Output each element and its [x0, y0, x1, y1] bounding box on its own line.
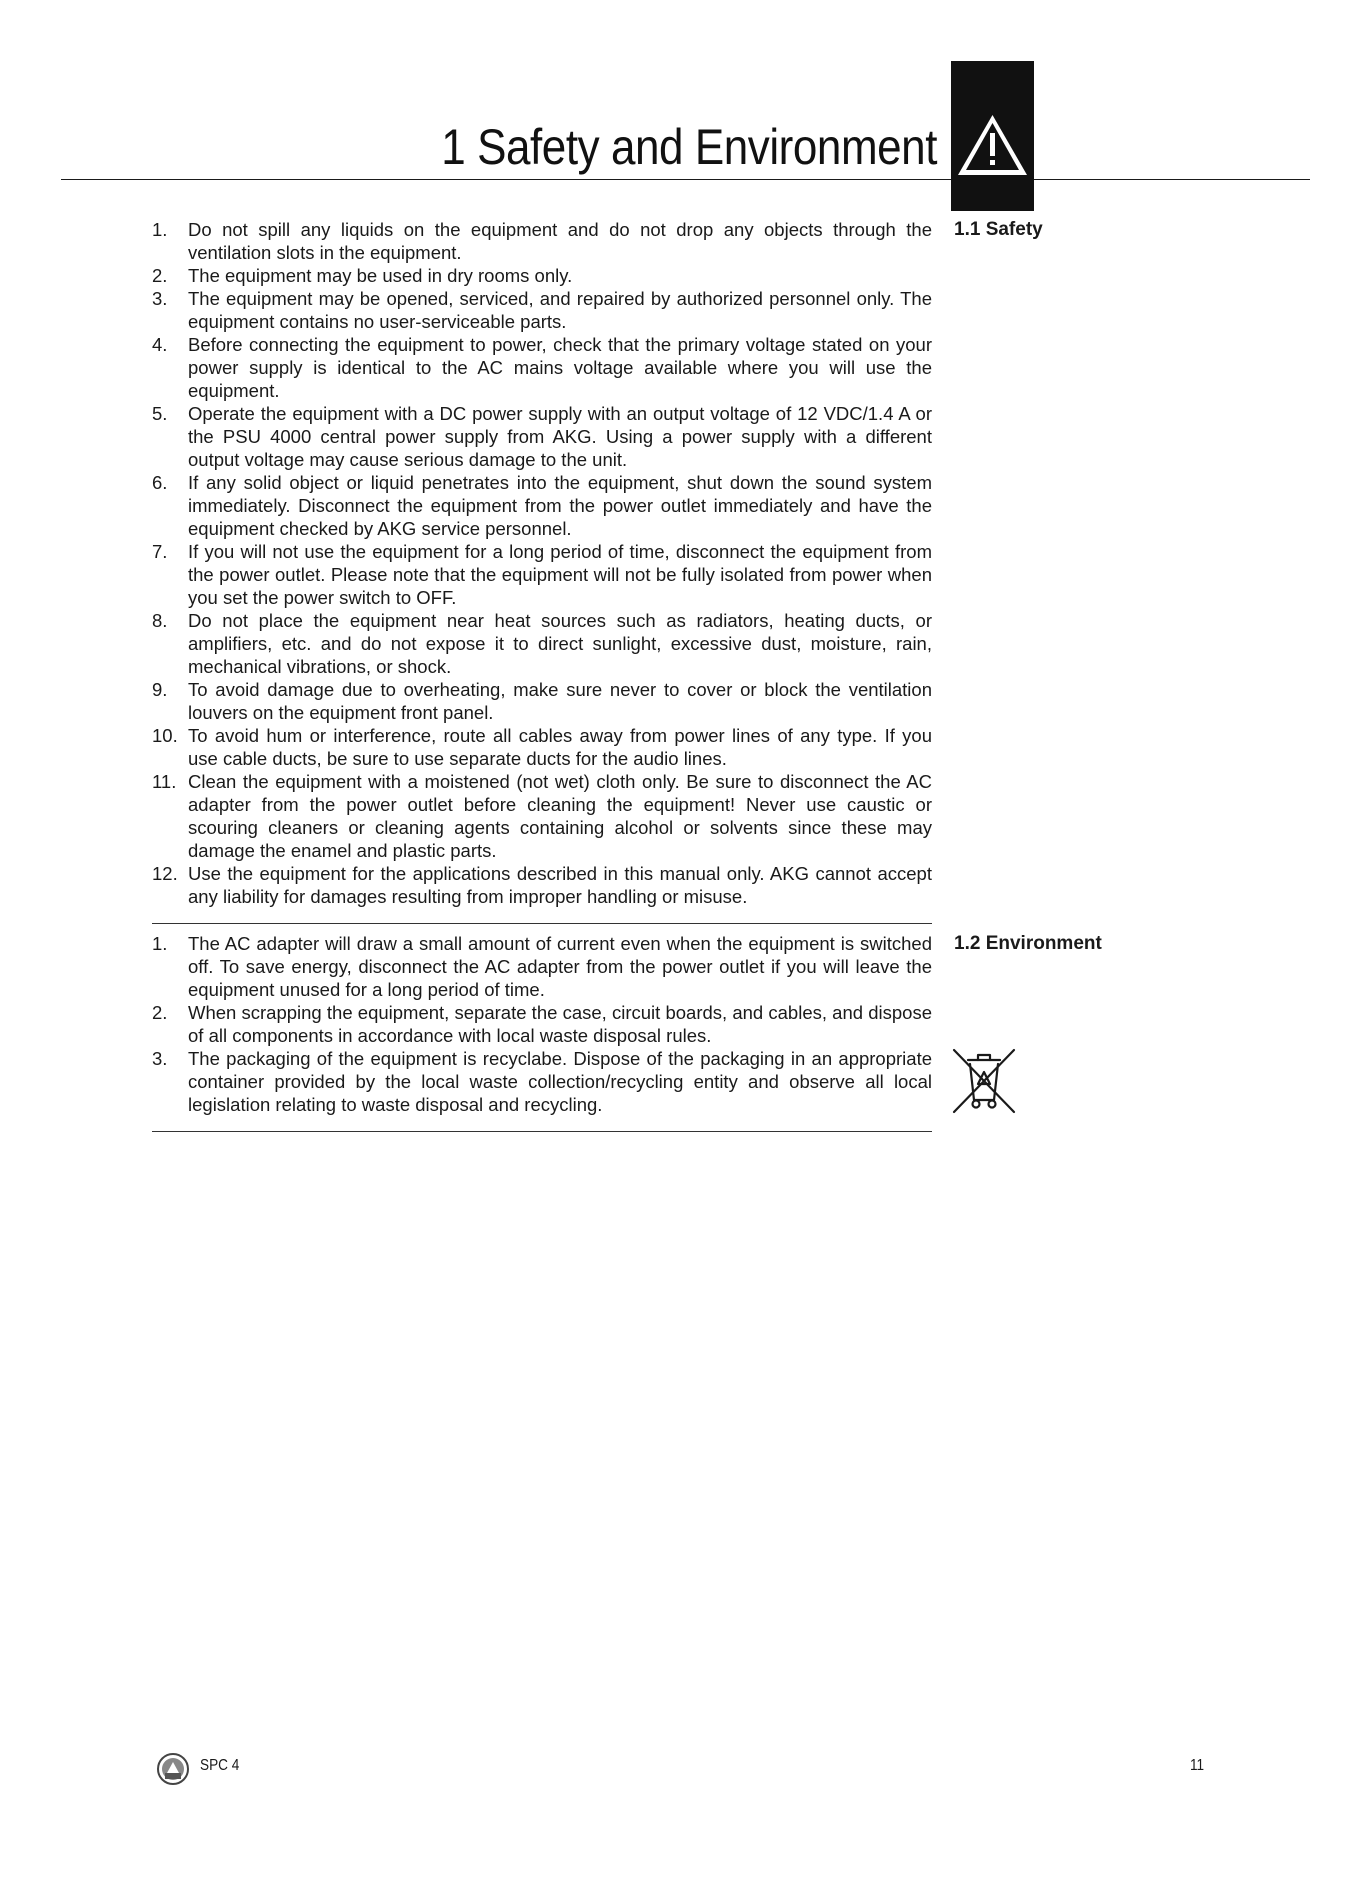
list-item: [152, 333, 932, 402]
page-title: 1 Safety and Environment: [441, 119, 937, 175]
environment-list: [152, 932, 932, 1116]
list-item: [152, 932, 932, 1001]
list-item: [152, 402, 932, 471]
item-number: 10.: [152, 725, 178, 746]
item-text: If any solid object or liquid penetrates into the equipment, shut down the sound system immediately. Disconnect the equipment from the power outlet immediately and have the equipment checked by AKG service personnel.: [188, 472, 932, 539]
item-number: 3.: [152, 288, 168, 309]
item-text: The equipment may be used in dry rooms only.: [188, 265, 573, 286]
list-item: [152, 287, 932, 333]
item-text: The equipment may be opened, serviced, and repaired by authorized personnel only. The equipment contains no user-serviceable parts.: [188, 288, 932, 332]
item-number: 6.: [152, 472, 168, 493]
item-text: When scrapping the equipment, separate the case, circuit boards, and cables, and dispose of all components in accordance with local waste disposal rules.: [188, 1002, 932, 1046]
item-number: 12.: [152, 863, 178, 884]
item-number: 2.: [152, 265, 168, 286]
item-number: 1.: [152, 219, 168, 240]
item-text: Clean the equipment with a moistened (not wet) cloth only. Be sure to disconnect the AC adapter from the power outlet before cleaning the equipment! Never use caustic or scouring cleaners or cleaning agents containing alcohol or solvents since these may damage the enamel and plastic parts.: [188, 771, 932, 861]
akg-logo-icon: [156, 1752, 190, 1786]
list-item: [152, 218, 932, 264]
list-item: [152, 1001, 932, 1047]
section-divider: [152, 1131, 932, 1132]
item-text: Use the equipment for the applications described in this manual only. AKG cannot accept any liability for damages resulting from improper handling or misuse.: [188, 863, 932, 907]
item-number: 11.: [152, 771, 177, 792]
title-divider: [61, 179, 1310, 180]
item-number: 5.: [152, 403, 168, 424]
footer-product-name: SPC 4: [200, 1757, 240, 1774]
item-number: 2.: [152, 1002, 168, 1023]
item-number: 9.: [152, 679, 168, 700]
item-text: Operate the equipment with a DC power supply with an output voltage of 12 VDC/1.4 A or the PSU 4000 central power supply from AKG. Using a power supply with a different output voltage may cause serious damage to the unit.: [188, 403, 932, 470]
item-text: Before connecting the equipment to power, check that the primary voltage stated on your power supply is identical to the AC mains voltage available where you will use the equipment.: [188, 334, 932, 401]
item-text: Do not spill any liquids on the equipment and do not drop any objects through the ventilation slots in the equipment.: [188, 219, 932, 263]
crossed-out-wheelie-bin-icon: [948, 1044, 1020, 1116]
item-number: 1.: [152, 933, 168, 954]
item-text: If you will not use the equipment for a long period of time, disconnect the equipment from the power outlet. Please note that the equipment will not be fully isolated from power when you set the power switch to OFF.: [188, 541, 932, 608]
item-number: 7.: [152, 541, 168, 562]
item-text: Do not place the equipment near heat sources such as radiators, heating ducts, or amplifiers, etc. and do not expose it to direct sunlight, excessive dust, moisture, rain, mechanical vibrations, or shock.: [188, 610, 932, 677]
list-item: [152, 264, 932, 287]
warning-triangle-icon: [956, 113, 1029, 177]
list-item: [152, 678, 932, 724]
section-divider: [152, 923, 932, 924]
safety-heading: 1.1 Safety: [954, 219, 1043, 240]
item-number: 8.: [152, 610, 168, 631]
warning-tab: [951, 61, 1034, 211]
list-item: [152, 1047, 932, 1116]
item-text: To avoid damage due to overheating, make sure never to cover or block the ventilation louvers on the equipment front panel.: [188, 679, 932, 723]
environment-heading: 1.2 Environment: [954, 933, 1102, 954]
item-text: The packaging of the equipment is recyclabe. Dispose of the packaging in an appropriate container provided by the local waste collection/recycling entity and observe all local legislation relating to waste disposal and recycling.: [188, 1048, 932, 1115]
item-text: To avoid hum or interference, route all cables away from power lines of any type. If you use cable ducts, be sure to use separate ducts for the audio lines.: [188, 725, 932, 769]
item-number: 3.: [152, 1048, 168, 1069]
list-item: [152, 609, 932, 678]
item-text: The AC adapter will draw a small amount of current even when the equipment is switched off. To save energy, disconnect the AC adapter from the power outlet if you will leave the equipment unused for a long period of time.: [188, 933, 932, 1000]
list-item: [152, 862, 932, 908]
list-item: [152, 540, 932, 609]
list-item: [152, 471, 932, 540]
item-number: 4.: [152, 334, 168, 355]
page-number: 11: [1190, 1757, 1205, 1774]
list-item: [152, 724, 932, 770]
safety-list: [152, 218, 932, 908]
list-item: [152, 770, 932, 862]
